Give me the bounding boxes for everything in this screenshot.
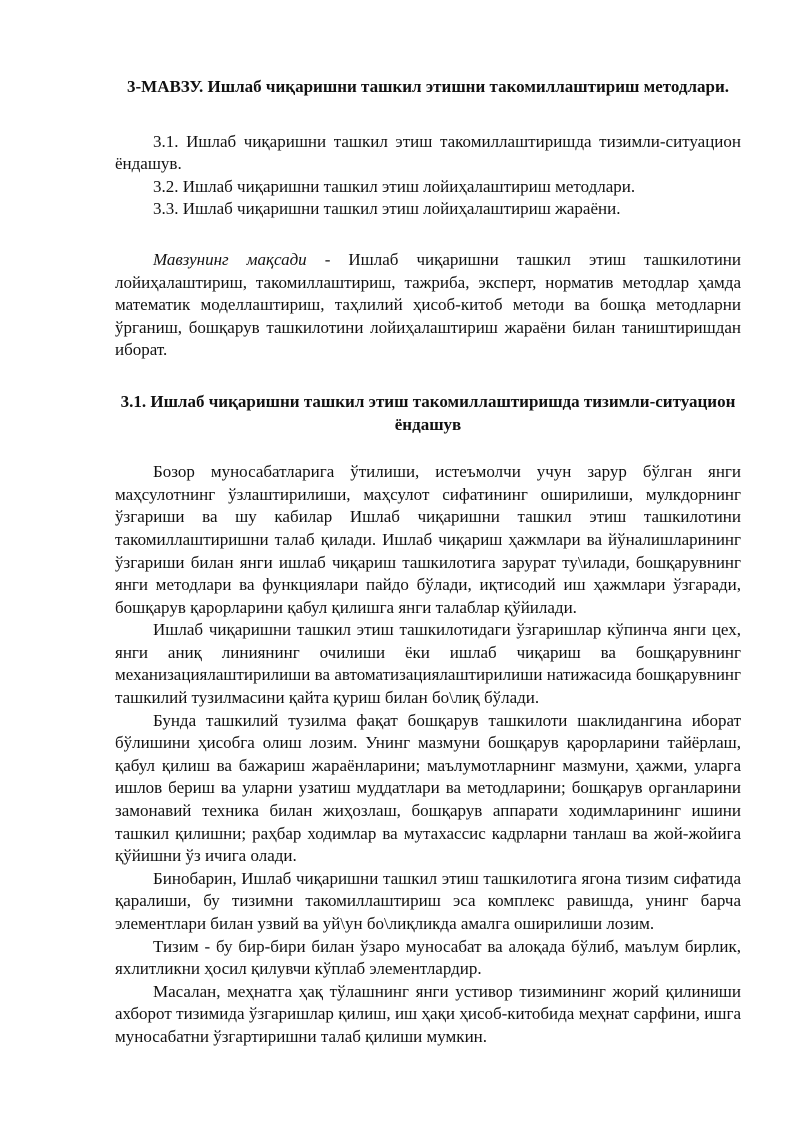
body-paragraph: Бинобарин, Ишлаб чиқаришни ташкил этиш ташкилотига ягона тизим сифатида қаралиши, бу тизимни такомиллаштириш эса комплекс равишда, унинг барча элементлари билан узвий ва уй\ун бо\лиқликда амалга оширилиши лозим. bbox=[115, 868, 741, 933]
page-title: 3-МАВЗУ. Ишлаб чиқаришни ташкил этишни такомиллаштириш методлари. bbox=[126, 77, 730, 96]
goal-paragraph bbox=[115, 249, 741, 362]
section-body bbox=[115, 461, 741, 1048]
toc-item: 3.3. Ишлаб чиқаришни ташкил этиш лойиҳалаштириш жараёни. bbox=[153, 199, 621, 219]
toc-item: 3.1. Ишлаб чиқаришни ташкил этиш такомиллаштиришда тизимли-ситуацион ёндашув. bbox=[115, 131, 741, 174]
body-paragraph: Масалан, меҳнатга ҳақ тўлашнинг янги устивор тизимининг жорий қилиниши ахборот тизимида ўзгаришлар қилиш, иш ҳақи ҳисоб-китобида меҳнат сарфини, ишга муносабатни ўзгартиришни талаб қилиши мумкин. bbox=[115, 981, 741, 1046]
body-paragraph: Бунда ташкилий тузилма фақат бошқарув ташкилоти шаклидангина иборат бўлишини ҳисобга олиш лозим. Унинг мазмуни бошқарув қарорларини тайёрлаш, қабул қилиш ва бажариш жараёнларини; маълумотларнинг мазмуни, ҳажми, уларга ишлов бериш ва уларни узатиш муддатлари ва методларини; бошқарув органларини замонавий техника билан жиҳозлаш, бошқарув аппарати ходимларининг ишини ташкил қилишни; раҳбар ходимлар ва мутахассис кадрларни танлаш ва жой-жойига қўйишни ўз ичига олади. bbox=[115, 710, 741, 866]
goal-label: Мавзунинг мақсади bbox=[153, 249, 307, 269]
body-paragraph: Ишлаб чиқаришни ташкил этиш ташкилотидаги ўзгаришлар кўпинча янги цех, янги аниқ линиянинг очилиши ёки ишлаб чиқариш ва бошқарувнинг механизациялаштирилиши ва автоматизациялаштирилиши натижасида бошқарувнинг ташкилий тузилмасини қайта қуриш билан бо\лиқ бўлади. bbox=[115, 620, 741, 708]
table-of-contents bbox=[115, 131, 741, 221]
section-heading: 3.1. Ишлаб чиқаришни ташкил этиш такомиллаштиришда тизимли-ситуацион ёндашув bbox=[120, 391, 736, 434]
toc-item: 3.2. Ишлаб чиқаришни ташкил этиш лойиҳалаштириш методлари. bbox=[153, 176, 636, 196]
goal-text: - Ишлаб чиқаришни ташкил этиш ташкилотини лойиҳалаштириш, такомиллаштириш, тажриба, эксперт, норматив методлар ҳамда математик моделлаштириш, таҳлилий ҳисоб-китоб методи ва бошқа методларни ўрганиш, бошқарув ташкилотини лойиҳалаштириш жараёни билан таништиришдан иборат. bbox=[115, 249, 741, 360]
body-paragraph: Тизим - бу бир-бири билан ўзаро муносабат ва алоқада бўлиб, маълум бирлик, яхлитликни ҳосил қилувчи кўплаб элементлардир. bbox=[115, 936, 741, 979]
body-paragraph: Бозор муносабатларига ўтилиши, истеъмолчи учун зарур бўлган янги маҳсулотнинг ўзлаштирилиши, маҳсулот сифатининг оширилиши, мулкдорнинг ўзгариши ва шу кабилар Ишлаб чиқаришни ташкил этиш ташкилотини такомиллаштиришни талаб қилади. Ишлаб чиқариш ҳажмлари ва йўналишларининг ўзгариши билан янги ишлаб чиқариш ташкилотига зарурат ту\илади, бошқарувнинг янги методлари ва функциялари пайдо бўлади, иқтисодий иш ҳажмлари ўзгаради, бошқарув қарорларини қабул қилишга янги талаблар қўйилади. bbox=[115, 462, 741, 617]
document-page bbox=[115, 76, 741, 1049]
